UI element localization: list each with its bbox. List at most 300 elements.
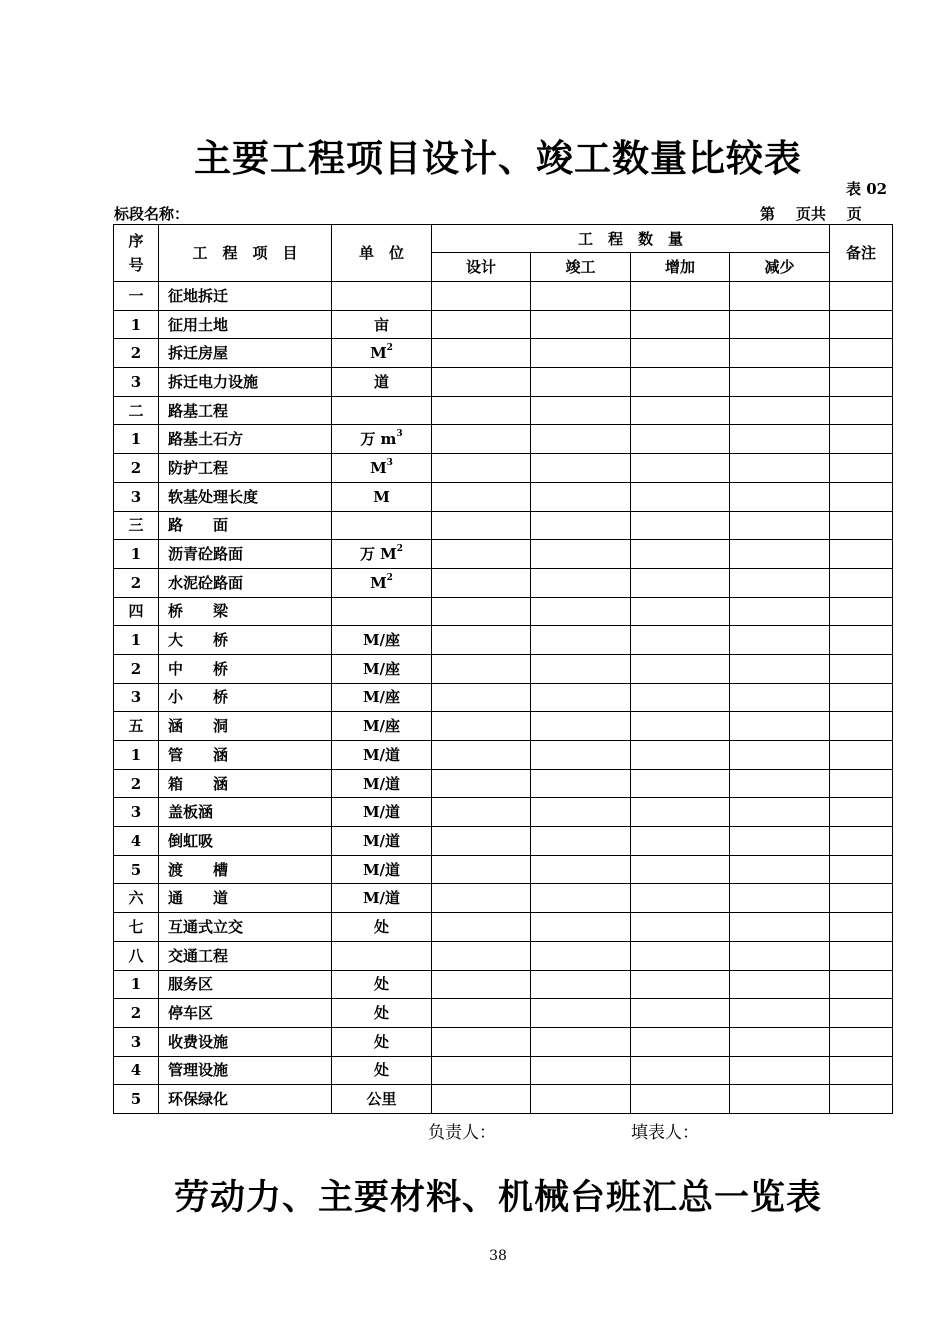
row-remark: [830, 683, 893, 712]
row-completed: [531, 683, 631, 712]
row-increase: [631, 913, 730, 942]
row-seq: 七: [114, 913, 159, 942]
row-remark: [830, 1085, 893, 1114]
header-unit: 单 位: [332, 225, 432, 282]
row-remark: [830, 396, 893, 425]
row-item: 收费设施: [159, 1027, 332, 1056]
row-increase: [631, 425, 730, 454]
table-row: [114, 511, 893, 540]
row-seq: 二: [114, 396, 159, 425]
table-row: [114, 454, 893, 483]
row-remark: [830, 884, 893, 913]
row-seq: 三: [114, 511, 159, 540]
row-remark: [830, 339, 893, 368]
row-decrease: [730, 1056, 830, 1085]
table-row: [114, 941, 893, 970]
row-unit: [332, 855, 432, 884]
table-row: [114, 798, 893, 827]
row-completed: [531, 425, 631, 454]
row-unit: [332, 626, 432, 655]
row-remark: [830, 626, 893, 655]
row-decrease: [730, 482, 830, 511]
header-increase: 增加: [631, 253, 730, 282]
row-unit: [332, 941, 432, 970]
row-increase: [631, 597, 730, 626]
row-completed: [531, 1027, 631, 1056]
row-seq: 2: [114, 654, 159, 683]
row-remark: [830, 1027, 893, 1056]
row-decrease: [730, 454, 830, 483]
table-row: [114, 827, 893, 856]
row-unit: [332, 798, 432, 827]
row-increase: [631, 970, 730, 999]
row-completed: [531, 654, 631, 683]
row-item: 征地拆迁: [159, 282, 332, 311]
row-remark: [830, 741, 893, 770]
row-completed: [531, 970, 631, 999]
unit-exponent: 2: [386, 343, 393, 354]
unit-text: 处: [373, 975, 389, 994]
table-row: [114, 1027, 893, 1056]
row-remark: [830, 568, 893, 597]
row-seq: 3: [114, 1027, 159, 1056]
row-unit: [332, 425, 432, 454]
row-completed: [531, 282, 631, 311]
row-decrease: [730, 626, 830, 655]
row-increase: [631, 855, 730, 884]
row-unit: [332, 999, 432, 1028]
row-decrease: [730, 339, 830, 368]
row-design: [432, 568, 531, 597]
row-item: 软基处理长度: [159, 482, 332, 511]
row-remark: [830, 827, 893, 856]
table-row: [114, 855, 893, 884]
table-row: [114, 568, 893, 597]
unit-text: M/座: [362, 631, 401, 650]
unit-text: M/道: [362, 831, 401, 850]
row-increase: [631, 1056, 730, 1085]
unit-text: M/座: [362, 688, 401, 707]
row-seq: 四: [114, 597, 159, 626]
row-increase: [631, 339, 730, 368]
unit-text: 处: [373, 1061, 389, 1080]
row-seq: 2: [114, 339, 159, 368]
row-item: 路基土石方: [159, 425, 332, 454]
row-increase: [631, 626, 730, 655]
unit-text: 道: [373, 372, 389, 391]
row-increase: [631, 1027, 730, 1056]
row-item: 通 道: [159, 884, 332, 913]
table-row: [114, 368, 893, 397]
header-completed: 竣工: [531, 253, 631, 282]
row-completed: [531, 1056, 631, 1085]
row-unit: [332, 884, 432, 913]
row-remark: [830, 855, 893, 884]
unit-exponent: 3: [386, 457, 393, 468]
row-design: [432, 941, 531, 970]
row-decrease: [730, 1027, 830, 1056]
header-item: 工 程 项 目: [159, 225, 332, 282]
row-item: 倒虹吸: [159, 827, 332, 856]
table-row: [114, 654, 893, 683]
row-item: 水泥砼路面: [159, 568, 332, 597]
unit-text: 亩: [373, 315, 389, 334]
row-item: 小 桥: [159, 683, 332, 712]
table-row: [114, 712, 893, 741]
row-item: 中 桥: [159, 654, 332, 683]
table-row: [114, 1056, 893, 1085]
row-item: 交通工程: [159, 941, 332, 970]
table-row: [114, 282, 893, 311]
row-seq: 3: [114, 482, 159, 511]
row-completed: [531, 855, 631, 884]
row-seq: 2: [114, 999, 159, 1028]
row-increase: [631, 282, 730, 311]
page-number: 38: [489, 1248, 507, 1264]
row-seq: 1: [114, 425, 159, 454]
row-design: [432, 540, 531, 569]
row-item: 箱 涵: [159, 769, 332, 798]
row-increase: [631, 310, 730, 339]
row-remark: [830, 769, 893, 798]
row-unit: [332, 282, 432, 311]
row-completed: [531, 827, 631, 856]
row-unit: [332, 482, 432, 511]
row-increase: [631, 712, 730, 741]
table-row: [114, 884, 893, 913]
row-unit: [332, 913, 432, 942]
table-row: [114, 482, 893, 511]
row-increase: [631, 827, 730, 856]
row-remark: [830, 310, 893, 339]
row-item: 涵 洞: [159, 712, 332, 741]
row-design: [432, 769, 531, 798]
row-seq: 3: [114, 683, 159, 712]
row-decrease: [730, 712, 830, 741]
row-item: 互通式立交: [159, 913, 332, 942]
unit-text: M/座: [362, 659, 401, 678]
unit-text: M: [370, 344, 387, 363]
row-design: [432, 339, 531, 368]
row-completed: [531, 368, 631, 397]
row-decrease: [730, 368, 830, 397]
row-seq: 3: [114, 368, 159, 397]
row-design: [432, 425, 531, 454]
row-remark: [830, 368, 893, 397]
unit-text: 公里: [366, 1090, 397, 1109]
header-remark: 备注: [830, 225, 893, 282]
row-unit: [332, 511, 432, 540]
row-design: [432, 970, 531, 999]
unit-text: M/道: [362, 745, 401, 764]
row-increase: [631, 1085, 730, 1114]
header-seq: 序号: [114, 225, 159, 282]
row-item: 路 面: [159, 511, 332, 540]
row-unit: [332, 368, 432, 397]
row-decrease: [730, 310, 830, 339]
row-seq: 八: [114, 941, 159, 970]
row-seq: 2: [114, 568, 159, 597]
row-remark: [830, 1056, 893, 1085]
row-seq: 4: [114, 827, 159, 856]
row-seq: 1: [114, 540, 159, 569]
row-design: [432, 798, 531, 827]
document-title: 主要工程项目设计、竣工数量比较表: [194, 136, 802, 180]
row-remark: [830, 482, 893, 511]
row-seq: 1: [114, 626, 159, 655]
row-unit: [332, 827, 432, 856]
row-remark: [830, 597, 893, 626]
row-increase: [631, 798, 730, 827]
row-unit: [332, 1085, 432, 1114]
row-decrease: [730, 855, 830, 884]
filler-label: 填表人：: [631, 1123, 699, 1143]
row-unit: [332, 568, 432, 597]
unit-text: M/座: [362, 717, 401, 736]
row-completed: [531, 1085, 631, 1114]
table-row: [114, 310, 893, 339]
row-completed: [531, 741, 631, 770]
row-item: 大 桥: [159, 626, 332, 655]
row-increase: [631, 454, 730, 483]
row-item: 拆迁电力设施: [159, 368, 332, 397]
unit-text: M/道: [362, 860, 401, 879]
row-increase: [631, 941, 730, 970]
row-seq: 一: [114, 282, 159, 311]
row-completed: [531, 913, 631, 942]
row-decrease: [730, 999, 830, 1028]
row-item: 防护工程: [159, 454, 332, 483]
row-completed: [531, 339, 631, 368]
row-seq: 5: [114, 1085, 159, 1114]
row-design: [432, 827, 531, 856]
row-increase: [631, 884, 730, 913]
table-row: [114, 741, 893, 770]
table-row: [114, 769, 893, 798]
row-decrease: [730, 511, 830, 540]
row-seq: 五: [114, 712, 159, 741]
table-row: [114, 999, 893, 1028]
row-design: [432, 999, 531, 1028]
row-seq: 2: [114, 769, 159, 798]
row-design: [432, 454, 531, 483]
row-design: [432, 855, 531, 884]
row-design: [432, 626, 531, 655]
quantity-comparison-table: [113, 224, 893, 1114]
row-increase: [631, 368, 730, 397]
table-row: [114, 425, 893, 454]
header-design: 设计: [432, 253, 531, 282]
row-design: [432, 913, 531, 942]
row-seq: 2: [114, 454, 159, 483]
responsible-label: 负责人：: [428, 1123, 496, 1143]
row-decrease: [730, 884, 830, 913]
row-remark: [830, 654, 893, 683]
row-unit: [332, 1027, 432, 1056]
row-item: 征用土地: [159, 310, 332, 339]
unit-exponent: 2: [396, 544, 404, 555]
row-design: [432, 482, 531, 511]
row-decrease: [730, 827, 830, 856]
unit-text: M: [370, 573, 387, 592]
row-completed: [531, 712, 631, 741]
row-decrease: [730, 741, 830, 770]
unit-text: M: [373, 487, 390, 506]
table-row: [114, 683, 893, 712]
row-decrease: [730, 913, 830, 942]
page-count-label: 第 页共 页: [760, 205, 862, 223]
row-design: [432, 282, 531, 311]
row-item: 桥 梁: [159, 597, 332, 626]
row-remark: [830, 913, 893, 942]
row-seq: 1: [114, 310, 159, 339]
row-item: 盖板涵: [159, 798, 332, 827]
table-row: [114, 626, 893, 655]
row-unit: [332, 339, 432, 368]
row-remark: [830, 282, 893, 311]
row-completed: [531, 597, 631, 626]
table-row: [114, 339, 893, 368]
row-design: [432, 712, 531, 741]
row-decrease: [730, 425, 830, 454]
row-seq: 1: [114, 741, 159, 770]
unit-text: M/道: [362, 889, 401, 908]
unit-text: 处: [373, 1004, 389, 1023]
row-increase: [631, 999, 730, 1028]
row-completed: [531, 568, 631, 597]
row-decrease: [730, 396, 830, 425]
table-row: [114, 597, 893, 626]
table-row: [114, 913, 893, 942]
row-completed: [531, 769, 631, 798]
table-body: [114, 282, 893, 1114]
table-row: [114, 970, 893, 999]
row-design: [432, 1085, 531, 1114]
row-decrease: [730, 798, 830, 827]
row-completed: [531, 884, 631, 913]
row-remark: [830, 540, 893, 569]
row-item: 管理设施: [159, 1056, 332, 1085]
row-increase: [631, 540, 730, 569]
row-increase: [631, 741, 730, 770]
unit-exponent: 3: [396, 429, 403, 440]
row-remark: [830, 798, 893, 827]
row-unit: [332, 741, 432, 770]
row-unit: [332, 540, 432, 569]
row-completed: [531, 482, 631, 511]
row-increase: [631, 769, 730, 798]
table-row: [114, 540, 893, 569]
row-unit: [332, 769, 432, 798]
row-unit: [332, 396, 432, 425]
row-decrease: [730, 1085, 830, 1114]
row-item: 管 涵: [159, 741, 332, 770]
row-design: [432, 597, 531, 626]
row-completed: [531, 310, 631, 339]
row-design: [432, 741, 531, 770]
row-unit: [332, 597, 432, 626]
row-design: [432, 683, 531, 712]
row-increase: [631, 568, 730, 597]
row-unit: [332, 1056, 432, 1085]
row-design: [432, 396, 531, 425]
row-seq: 4: [114, 1056, 159, 1085]
row-item: 路基工程: [159, 396, 332, 425]
row-unit: [332, 970, 432, 999]
row-unit: [332, 454, 432, 483]
header-decrease: 减少: [730, 253, 830, 282]
row-completed: [531, 798, 631, 827]
row-remark: [830, 454, 893, 483]
row-decrease: [730, 970, 830, 999]
table-number: 表 02: [846, 180, 888, 198]
row-completed: [531, 396, 631, 425]
row-decrease: [730, 654, 830, 683]
row-remark: [830, 941, 893, 970]
row-item: 环保绿化: [159, 1085, 332, 1114]
row-decrease: [730, 683, 830, 712]
row-unit: [332, 654, 432, 683]
row-remark: [830, 425, 893, 454]
unit-exponent: 2: [386, 572, 393, 583]
header-quantity: 工 程 数 量: [432, 225, 830, 253]
row-item: 服务区: [159, 970, 332, 999]
row-decrease: [730, 769, 830, 798]
row-seq: 六: [114, 884, 159, 913]
unit-text: M/道: [362, 803, 401, 822]
row-remark: [830, 712, 893, 741]
row-completed: [531, 941, 631, 970]
row-increase: [631, 654, 730, 683]
table-row: [114, 1085, 893, 1114]
row-decrease: [730, 597, 830, 626]
unit-text: 万 m: [360, 430, 397, 449]
row-item: 渡 槽: [159, 855, 332, 884]
row-completed: [531, 626, 631, 655]
row-design: [432, 654, 531, 683]
row-seq: 3: [114, 798, 159, 827]
row-decrease: [730, 568, 830, 597]
row-design: [432, 368, 531, 397]
row-item: 停车区: [159, 999, 332, 1028]
row-remark: [830, 511, 893, 540]
unit-text: 处: [373, 917, 389, 936]
unit-text: M/道: [362, 774, 401, 793]
row-design: [432, 511, 531, 540]
row-decrease: [730, 282, 830, 311]
row-unit: [332, 683, 432, 712]
row-seq: 1: [114, 970, 159, 999]
table-row: [114, 396, 893, 425]
row-design: [432, 310, 531, 339]
row-completed: [531, 454, 631, 483]
row-item: 拆迁房屋: [159, 339, 332, 368]
row-completed: [531, 540, 631, 569]
row-design: [432, 1027, 531, 1056]
unit-text: 万 M: [359, 545, 397, 564]
row-increase: [631, 396, 730, 425]
row-increase: [631, 683, 730, 712]
row-completed: [531, 511, 631, 540]
row-decrease: [730, 540, 830, 569]
row-item: 沥青砼路面: [159, 540, 332, 569]
row-increase: [631, 511, 730, 540]
row-unit: [332, 310, 432, 339]
row-seq: 5: [114, 855, 159, 884]
unit-text: 处: [373, 1032, 389, 1051]
row-increase: [631, 482, 730, 511]
row-design: [432, 884, 531, 913]
